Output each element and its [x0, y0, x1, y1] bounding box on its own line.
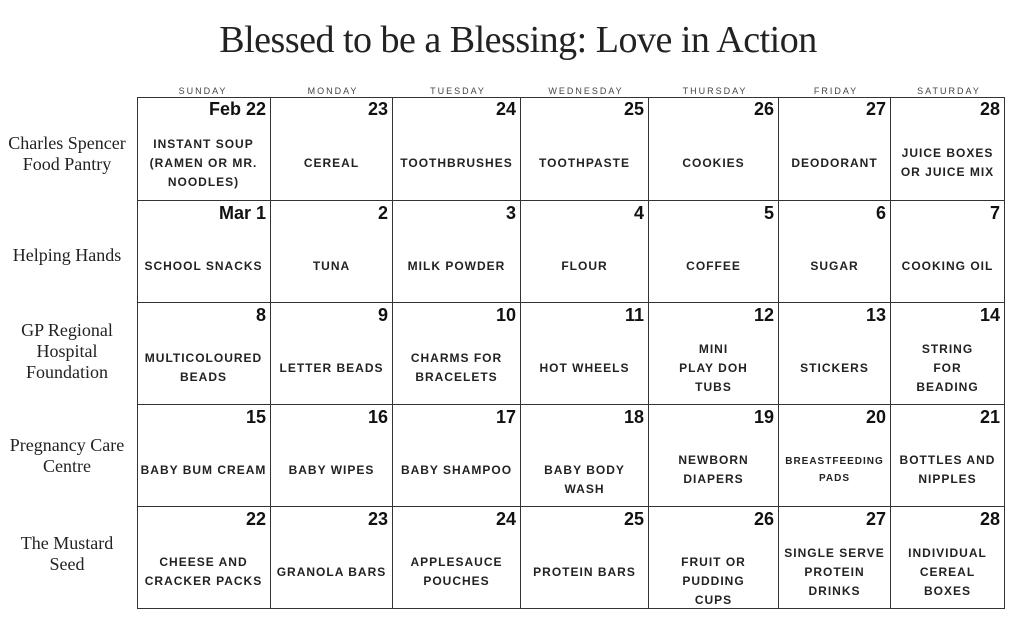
cell-item: BOTTLES AND NIPPLES: [899, 453, 996, 486]
calendar-cell: [779, 303, 891, 405]
cell-date: 9: [377, 305, 388, 325]
cell-date: 23: [367, 99, 388, 119]
cell-item: APPLESAUCE POUCHES: [410, 555, 503, 588]
cell-item: SCHOOL SNACKS: [144, 259, 263, 273]
cell-item: BABY BODY WASH: [544, 463, 625, 496]
calendar-cell: [137, 201, 271, 303]
cell-item: SINGLE SERVE PROTEIN DRINKS: [784, 546, 885, 598]
cell-item: BABY SHAMPOO: [400, 463, 513, 477]
calendar-cell: [137, 507, 271, 609]
cell-date: 17: [495, 407, 516, 427]
cell-date: 28: [979, 509, 1000, 529]
cell-item: INSTANT SOUP (RAMEN OR MR. NOODLES): [149, 137, 258, 189]
calendar-cell: [137, 405, 271, 507]
cell-item: MILK POWDER: [407, 259, 506, 273]
row-label: Helping Hands: [12, 245, 122, 265]
row-label: The Mustard Seed: [20, 533, 114, 574]
cell-item: BABY BUM CREAM: [140, 463, 267, 477]
cell-date: 3: [505, 203, 516, 223]
calendar-cell: [271, 507, 393, 609]
day-header: MONDAY: [307, 86, 359, 96]
cell-date: 5: [763, 203, 774, 223]
day-header: THURSDAY: [682, 86, 748, 96]
calendar-cell: [521, 507, 649, 609]
calendar-cell: [779, 201, 891, 303]
calendar-cell: [393, 97, 521, 201]
cell-item: MINI PLAY DOH TUBS: [679, 342, 748, 394]
cell-item: TOOTHBRUSHES: [400, 156, 513, 170]
cell-item: TOOTHPASTE: [539, 156, 630, 170]
calendar-cell: [271, 405, 393, 507]
row-label: Charles Spencer Food Pantry: [8, 133, 126, 174]
page-title: Blessed to be a Blessing: Love in Action: [219, 19, 817, 61]
day-header: SUNDAY: [178, 86, 228, 96]
calendar-cell: [891, 97, 1005, 201]
calendar-cell: [271, 303, 393, 405]
calendar-cell: [891, 303, 1005, 405]
cell-date: Mar 1: [218, 203, 266, 223]
calendar-cell: [649, 303, 779, 405]
cell-date: 27: [865, 99, 886, 119]
calendar-cell: [779, 507, 891, 609]
calendar-cell: [521, 97, 649, 201]
cell-date: 22: [245, 509, 266, 529]
cell-date: 10: [495, 305, 516, 325]
cell-item: CEREAL: [303, 156, 360, 170]
cell-item: COOKING OIL: [901, 259, 994, 273]
cell-date: 16: [367, 407, 388, 427]
cell-date: 24: [495, 509, 516, 529]
cell-item: DEODORANT: [791, 156, 878, 170]
calendar-cell: [393, 405, 521, 507]
calendar-cell: [271, 201, 393, 303]
cell-item: FLOUR: [561, 259, 608, 273]
calendar-cell: [891, 507, 1005, 609]
cell-date: 18: [623, 407, 644, 427]
cell-date: 27: [865, 509, 886, 529]
cell-date: 7: [989, 203, 1000, 223]
calendar-cell: [393, 303, 521, 405]
cell-date: 12: [753, 305, 774, 325]
cell-item: MULTICOLOURED BEADS: [144, 351, 263, 384]
calendar-cell: [393, 507, 521, 609]
cell-date: 13: [865, 305, 886, 325]
day-header: FRIDAY: [813, 86, 859, 96]
calendar-cell: [779, 405, 891, 507]
day-header: SATURDAY: [917, 86, 981, 96]
calendar-cell: [649, 97, 779, 201]
cell-date: 11: [624, 305, 644, 325]
cell-date: 28: [979, 99, 1000, 119]
cell-date: 14: [979, 305, 1000, 325]
cell-date: 8: [255, 305, 266, 325]
calendar-cell: [271, 97, 393, 201]
cell-item: LETTER BEADS: [279, 361, 384, 375]
cell-item: NEWBORN DIAPERS: [678, 453, 749, 486]
cell-date: 24: [495, 99, 516, 119]
cell-item: COOKIES: [682, 156, 745, 170]
cell-item: PROTEIN BARS: [533, 565, 636, 579]
calendar-cell: [521, 405, 649, 507]
cell-item: STRING FOR BEADING: [916, 342, 979, 394]
cell-date: 26: [753, 509, 774, 529]
calendar-cell: [649, 201, 779, 303]
day-header: TUESDAY: [430, 86, 486, 96]
cell-date: 6: [875, 203, 886, 223]
cell-date: 19: [753, 407, 774, 427]
cell-date: 2: [377, 203, 388, 223]
cell-item: STICKERS: [800, 361, 869, 375]
cell-item: CHARMS FOR BRACELETS: [410, 351, 503, 384]
cell-date: 25: [623, 509, 644, 529]
day-header: WEDNESDAY: [548, 86, 624, 96]
cell-item: GRANOLA BARS: [276, 565, 387, 579]
cell-item: INDIVIDUAL CEREAL BOXES: [908, 546, 987, 598]
cell-item: JUICE BOXES OR JUICE MIX: [900, 146, 995, 179]
calendar-cell: [891, 405, 1005, 507]
cell-item: COFFEE: [686, 259, 741, 273]
cell-date: 25: [623, 99, 644, 119]
calendar-cell: [521, 201, 649, 303]
row-label: Pregnancy Care Centre: [9, 435, 125, 476]
cell-date: 21: [979, 407, 1000, 427]
cell-date: 26: [753, 99, 774, 119]
cell-item: TUNA: [312, 259, 351, 273]
calendar-cell: [393, 201, 521, 303]
cell-date: 23: [367, 509, 388, 529]
cell-item: FRUIT OR PUDDING CUPS: [681, 555, 746, 607]
cell-item: BABY WIPES: [288, 463, 375, 477]
cell-item: SUGAR: [810, 259, 859, 273]
cell-date: Feb 22: [208, 99, 266, 119]
calendar-cell: [521, 303, 649, 405]
calendar-cell: [891, 201, 1005, 303]
cell-item: BREASTFEEDING PADS: [785, 456, 884, 484]
row-label: GP Regional Hospital Foundation: [21, 320, 113, 382]
cell-item: CHEESE AND CRACKER PACKS: [144, 555, 263, 588]
calendar-cell: [779, 97, 891, 201]
cell-date: 20: [865, 407, 886, 427]
calendar-cell: [649, 507, 779, 609]
calendar-cell: [137, 97, 271, 201]
calendar-cell: [137, 303, 271, 405]
calendar-grid: [137, 97, 1005, 609]
cell-item: HOT WHEELS: [539, 361, 630, 375]
cell-date: 15: [245, 407, 266, 427]
calendar-cell: [649, 405, 779, 507]
cell-date: 4: [633, 203, 644, 223]
